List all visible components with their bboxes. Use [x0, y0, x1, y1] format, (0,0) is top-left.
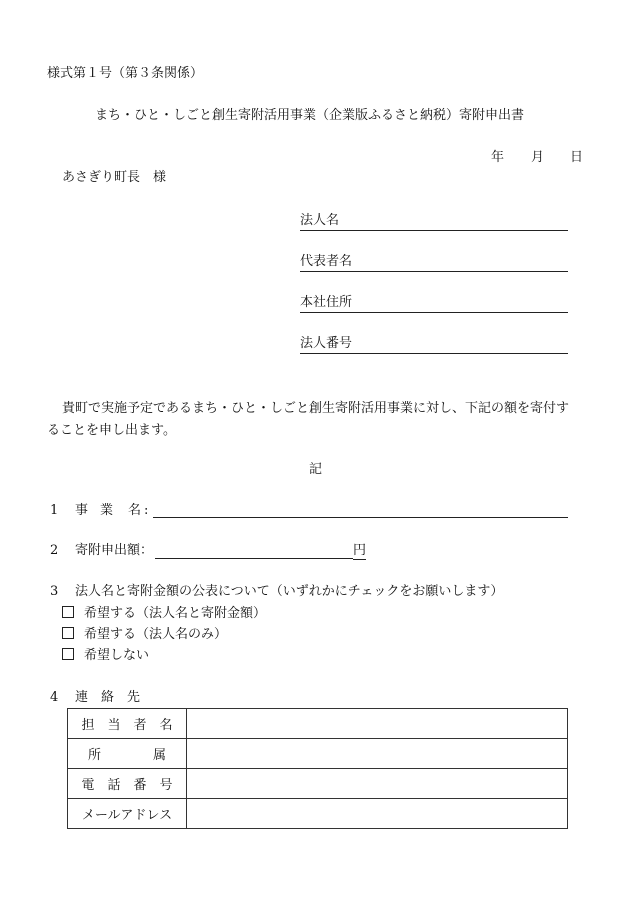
contact-label-phone: 電 話 番 号	[68, 769, 187, 799]
contact-label-person: 担 当 者 名	[68, 709, 187, 739]
ki-heading: 記	[309, 462, 323, 477]
item3-number: 3	[50, 584, 59, 599]
date-month: 月	[531, 150, 545, 165]
item1-label-char-1: 事	[75, 503, 89, 518]
item1-label-char-3: 名	[128, 503, 142, 518]
contact-input-person[interactable]	[187, 709, 568, 739]
contact-input-email[interactable]	[187, 799, 568, 829]
item3-label: 法人名と寄附金額の公表について（いずれかにチェックをお願いします）	[75, 584, 504, 599]
item1-number: 1	[50, 503, 59, 518]
field-head-office-address[interactable]: 本社住所	[300, 294, 568, 313]
checkbox-icon[interactable]	[62, 648, 74, 660]
form-number: 様式第１号（第３条関係）	[47, 66, 204, 81]
field-corporate-name[interactable]: 法人名	[300, 212, 568, 231]
contact-input-department[interactable]	[187, 739, 568, 769]
option-no-publish[interactable]: 希望しない	[62, 648, 149, 664]
field-corporate-number[interactable]: 法人番号	[300, 335, 568, 354]
date-day: 日	[570, 150, 584, 165]
contact-table	[67, 708, 568, 829]
item2-number: 2	[50, 543, 59, 558]
option-publish-name-only[interactable]: 希望する（法人名のみ）	[62, 627, 227, 643]
table-row	[68, 739, 568, 769]
table-row	[68, 769, 568, 799]
contact-label-department: 所 属	[68, 739, 187, 769]
checkbox-icon[interactable]	[62, 606, 74, 618]
item2-label: 寄附申出額：	[75, 543, 154, 558]
item4-label: 連 絡 先	[75, 690, 141, 705]
contact-input-phone[interactable]	[187, 769, 568, 799]
checkbox-icon[interactable]	[62, 627, 74, 639]
item2-unit: 円	[353, 543, 367, 558]
item1-colon: :	[144, 503, 149, 518]
document-title: まち・ひと・しごと創生寄附活用事業（企業版ふるさと納税）寄附申出書	[95, 108, 525, 123]
option-publish-name-and-amount[interactable]: 希望する（法人名と寄附金額）	[62, 606, 266, 622]
table-row	[68, 709, 568, 739]
item1-label-char-2: 業	[100, 503, 114, 518]
contact-label-email: メールアドレス	[68, 799, 187, 829]
donation-amount-line[interactable]	[155, 543, 353, 559]
addressee: あさぎり町長 様	[62, 170, 167, 185]
field-representative-name[interactable]: 代表者名	[300, 253, 568, 272]
project-name-line[interactable]	[153, 503, 568, 518]
table-row	[68, 799, 568, 829]
date-year: 年	[491, 150, 505, 165]
body-text-line-2: ることを申し出ます。	[47, 423, 176, 438]
body-text-line-1: 貴町で実施予定であるまち・ひと・しごと創生寄附活用事業に対し、下記の額を寄付す	[62, 401, 570, 416]
item4-number: 4	[50, 690, 59, 705]
